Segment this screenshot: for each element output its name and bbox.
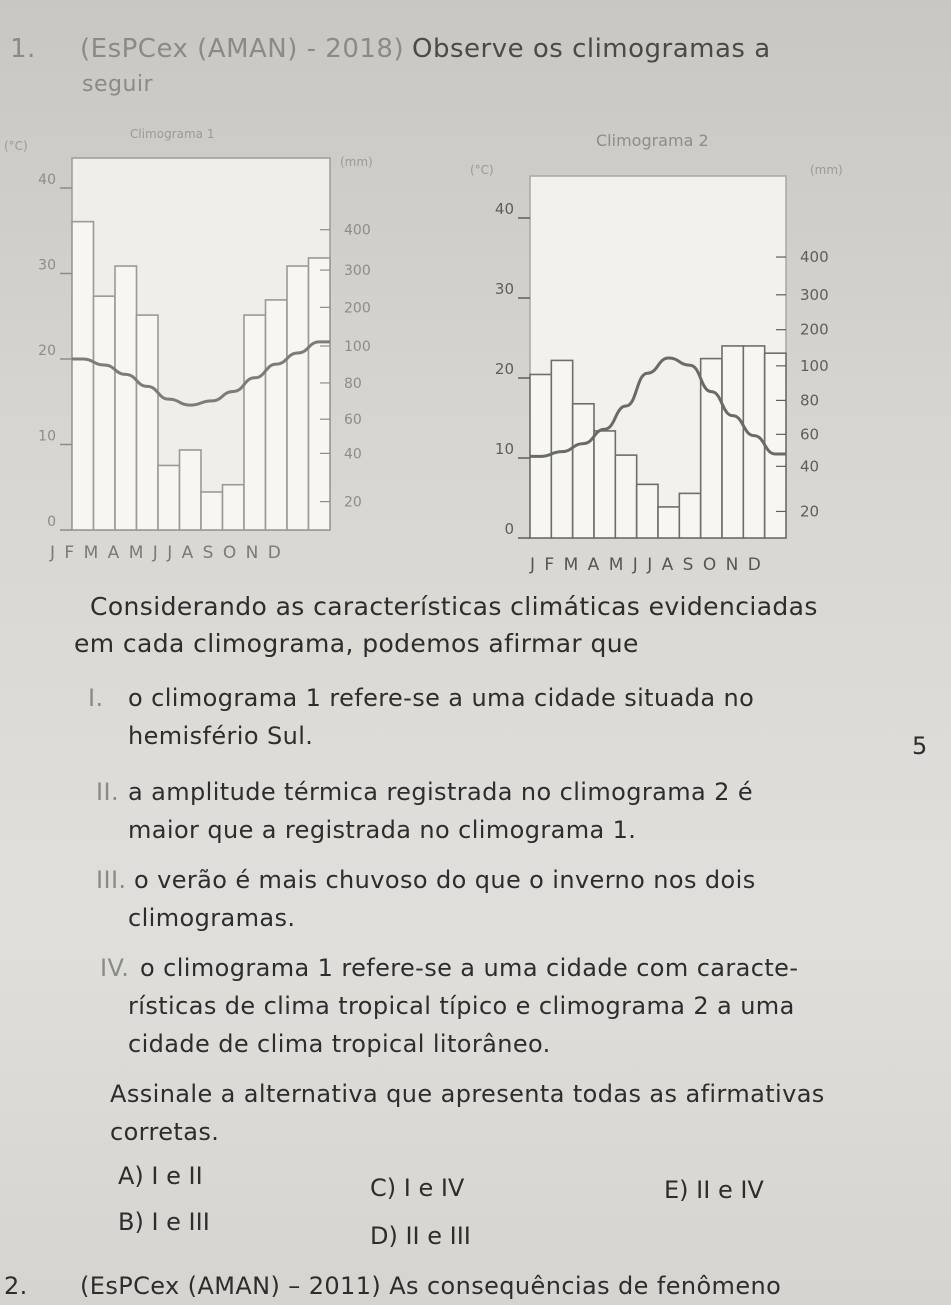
- precip-bar-a-7: [223, 485, 245, 530]
- statement-3-continuation: climogramas.: [128, 904, 296, 932]
- right-tick-label: 60: [344, 412, 362, 429]
- left-tick-label: 20: [38, 343, 56, 359]
- left-tick-label: 0: [504, 520, 514, 538]
- option-d[interactable]: D) II e III: [370, 1222, 471, 1250]
- statement-3: o verão é mais chuvoso do que o inverno nos dois: [134, 866, 756, 894]
- right-tick-label: 20: [344, 494, 362, 511]
- right-tick-label: 200: [800, 320, 829, 339]
- intro-text: Considerando as características climáticas evidenciadas: [90, 592, 818, 621]
- left-tick-label: 30: [38, 257, 56, 274]
- intro-text-continuation: em cada climograma, podemos afirmar que: [74, 629, 639, 658]
- option-e[interactable]: E) II e IV: [664, 1176, 764, 1204]
- right-tick-label: 300: [800, 285, 829, 304]
- statement-1-continuation: hemisfério Sul.: [128, 722, 314, 750]
- right-axis-unit: (mm): [340, 155, 373, 169]
- statement-2-number: II.: [96, 778, 119, 806]
- statement-2-continuation: maior que a registrada no climograma 1.: [128, 816, 637, 844]
- left-tick-label: 20: [494, 360, 514, 378]
- chart-title: Climograma 1: [130, 127, 215, 141]
- statement-1: o climograma 1 refere-se a uma cidade situada no: [128, 684, 755, 712]
- climogram-1: [0, 118, 420, 578]
- precip-bar-a-7: [679, 493, 700, 538]
- option-c[interactable]: C) I e IV: [370, 1174, 465, 1202]
- precip-bar-m-2: [115, 266, 137, 530]
- option-a[interactable]: A) I e II: [118, 1162, 203, 1190]
- right-tick-label: 200: [344, 300, 371, 317]
- statement-4-continuation: rísticas de clima tropical típico e climograma 2 a uma: [128, 992, 795, 1020]
- instruction: Assinale a alternativa que apresenta todas as afirmativas: [110, 1080, 825, 1108]
- precip-bar-a-3: [594, 431, 615, 538]
- left-axis-unit: (°C): [470, 163, 494, 177]
- statement-2: a amplitude térmica registrada no climograma 2 é: [128, 778, 754, 806]
- left-tick-label: 40: [494, 200, 514, 218]
- precip-bar-m-2: [573, 404, 594, 538]
- left-axis-unit: (°C): [4, 139, 28, 153]
- precip-bar-d-11: [309, 258, 331, 530]
- precip-bar-m-4: [615, 455, 636, 538]
- question-2-text: (EsPCex (AMAN) – 2011) As consequências de fenômeno: [80, 1272, 782, 1300]
- month-labels: J F M A M J J A S O N D: [50, 543, 283, 563]
- climogram-2: [440, 118, 900, 578]
- instruction-continuation: corretas.: [110, 1118, 220, 1146]
- left-tick-label: 10: [38, 428, 56, 445]
- right-tick-label: 100: [344, 339, 371, 356]
- precip-bar-j-5: [637, 484, 658, 538]
- precip-bar-j-6: [201, 492, 223, 530]
- chart-title: Climograma 2: [596, 131, 709, 150]
- statement-4: o climograma 1 refere-se a uma cidade com caracte-: [140, 954, 799, 982]
- question-prompt: Observe os climogramas a: [412, 34, 771, 64]
- right-tick-label: 400: [800, 248, 829, 267]
- right-tick-label: 60: [800, 425, 820, 444]
- right-tick-label: 40: [344, 446, 362, 463]
- month-labels: J F M A M J J A S O N D: [530, 555, 763, 575]
- precip-bar-f-1: [94, 296, 116, 530]
- question-number: 1.: [10, 34, 36, 64]
- left-tick-label: 0: [47, 514, 56, 530]
- statement-4-number: IV.: [100, 954, 130, 982]
- precip-bar-o-9: [266, 300, 288, 530]
- question-2-number: 2.: [4, 1272, 28, 1300]
- precip-bar-j-0: [72, 222, 94, 530]
- precip-bar-d-11: [765, 353, 786, 538]
- statement-4-continuation-2: cidade de clima tropical litorâneo.: [128, 1030, 551, 1058]
- question-source: (EsPCex (AMAN) - 2018): [80, 34, 405, 64]
- statement-3-number: III.: [96, 866, 127, 894]
- left-tick-label: 30: [494, 280, 514, 298]
- right-tick-label: 400: [344, 222, 371, 239]
- question-prompt-continuation: seguir: [82, 72, 154, 97]
- option-b[interactable]: B) I e III: [118, 1208, 210, 1236]
- right-tick-label: 80: [344, 375, 362, 392]
- margin-number: 5: [912, 732, 928, 760]
- precip-bar-o-9: [722, 346, 743, 538]
- precip-bar-n-10: [287, 266, 309, 530]
- precip-bar-m-4: [158, 465, 180, 530]
- right-tick-label: 300: [344, 263, 371, 280]
- precip-bar-a-3: [137, 315, 159, 530]
- right-axis-unit: (mm): [810, 163, 843, 177]
- precip-bar-j-5: [180, 450, 202, 530]
- precip-bar-j-6: [658, 507, 679, 538]
- left-tick-label: 10: [494, 440, 514, 458]
- precip-bar-s-8: [244, 315, 266, 530]
- left-tick-label: 40: [38, 172, 56, 188]
- right-tick-label: 40: [800, 457, 820, 476]
- right-tick-label: 80: [800, 391, 820, 410]
- right-tick-label: 100: [800, 356, 829, 375]
- right-tick-label: 20: [800, 502, 820, 521]
- statement-1-number: I.: [88, 684, 104, 712]
